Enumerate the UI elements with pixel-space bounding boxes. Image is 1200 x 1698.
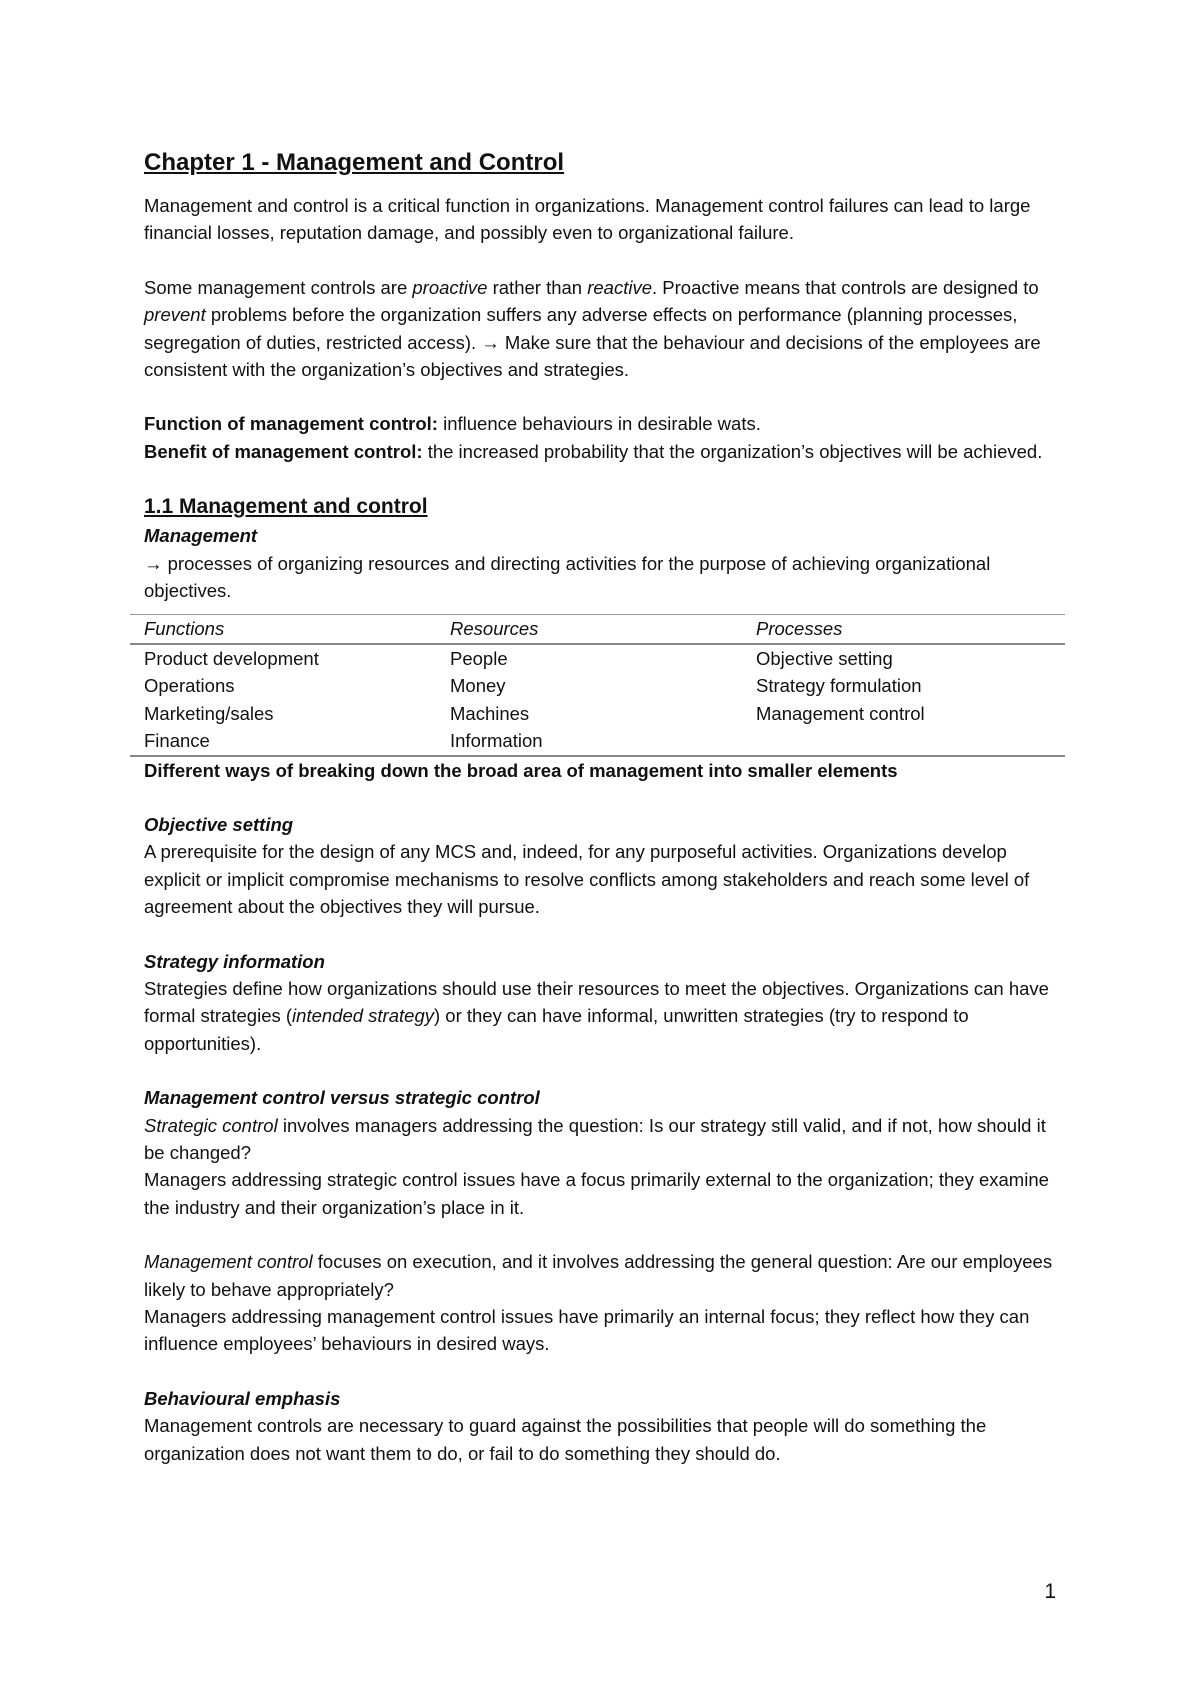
subheading-behavioural-emphasis: Behavioural emphasis: [144, 1387, 341, 1409]
subheading-objective-setting: Objective setting: [144, 813, 294, 835]
table-cell: Product development: [144, 647, 319, 669]
section-heading-1-1: 1.1 Management and control: [144, 495, 428, 519]
function-label: Function of management control:: [144, 413, 438, 435]
management-control-text: [144, 1248, 1056, 1303]
intro-paragraph: Management and control is a critical function in organizations. Management control failures can lead to large financial losses, reputation damage, and possibly even to organizational failure.: [144, 195, 1031, 244]
table-cell: Strategy formulation: [756, 675, 922, 697]
strategic-control-focus-text: Managers addressing strategic control issues have a focus primarily external to the organization; they examine the industry and their organization’s place in it.: [144, 1169, 1049, 1218]
table-caption: Different ways of breaking down the broad area of management into smaller elements: [144, 759, 898, 781]
function-text: influence behaviours in desirable wats.: [437, 413, 761, 435]
text-run: Strategies define how organizations should use their resources to meet the objectives. Organizations can have formal strategies (: [144, 977, 1049, 1027]
function-paragraph: [144, 410, 1056, 437]
italic-management-control: Management control: [144, 1251, 313, 1273]
table-cell: Machines: [450, 702, 530, 724]
page-number: 1: [1044, 1580, 1056, 1603]
text-run: rather than: [487, 276, 588, 298]
table-header-cell: Functions: [130, 615, 436, 644]
italic-strategic-control: Strategic control: [144, 1114, 278, 1136]
benefit-label: Benefit of management control:: [144, 440, 423, 462]
strategic-control-text: [144, 1112, 1056, 1167]
behavioural-emphasis-text: Management controls are necessary to guard against the possibilities that people will do something the organization does not want them to do, or fail to do something they should do.: [144, 1415, 987, 1464]
italic-intended-strategy: intended strategy: [292, 1005, 434, 1027]
table-cell: People: [450, 647, 508, 669]
management-breakdown-table: [130, 614, 1065, 756]
text-run: Some management controls are: [144, 276, 413, 298]
italic-prevent: prevent: [144, 304, 206, 326]
text-run: involves managers addressing the question: Is our strategy still valid, and if not, how should it be changed?: [144, 1114, 1046, 1163]
table-header-row: [130, 615, 1065, 644]
text-run: ) or they can have informal, unwritten strategies (try to respond to opportunities).: [144, 1005, 969, 1054]
management-control-focus-text: Managers addressing management control issues have primarily an internal focus; they reflect how they can influence employees’ behaviours in desired ways.: [144, 1306, 1030, 1355]
table-cell: Money: [450, 675, 506, 697]
text-run: problems before the organization suffers any adverse effects on performance (planning processes, segregation of duties, restricted access). → Make sure that the behaviour and decisions of the employees are consistent with the organization’s objectives and strategies.: [144, 304, 1041, 381]
text-run: focuses on execution, and it involves addressing the general question: Are our employees likely to behave appropriately?: [144, 1251, 1053, 1300]
text-run: . Proactive means that controls are designed to: [652, 276, 1039, 298]
table-row: [130, 727, 1065, 755]
italic-reactive: reactive: [587, 276, 653, 298]
benefit-paragraph: [144, 438, 1056, 465]
management-definition: → processes of organizing resources and directing activities for the purpose of achieving organizational objectives.: [144, 552, 991, 602]
table-header-cell: Processes: [742, 615, 1065, 644]
table-header-cell: Resources: [436, 615, 742, 644]
table-row: [130, 700, 1065, 727]
table-cell: [742, 727, 1065, 755]
table-cell: Objective setting: [756, 647, 893, 669]
table-cell: Management control: [756, 702, 925, 724]
table-row: [130, 672, 1065, 699]
italic-proactive: proactive: [412, 276, 488, 298]
table-row: [130, 644, 1065, 672]
table-cell: Information: [436, 727, 742, 755]
objective-setting-text: A prerequisite for the design of any MCS and, indeed, for any purposeful activities. Organizations develop explicit or implicit compromise mechanisms to resolve conflicts among stakeholders and reach some level of agreement about the objectives they will pursue.: [144, 841, 1030, 918]
subheading-management: Management: [144, 525, 258, 547]
subheading-strategy-information: Strategy information: [144, 950, 325, 972]
strategy-information-text: [144, 975, 1056, 1057]
table-cell: Operations: [144, 675, 235, 697]
chapter-title: Chapter 1 - Management and Control: [144, 149, 565, 176]
proactive-paragraph: [144, 274, 1056, 384]
table-cell: Marketing/sales: [144, 702, 274, 724]
benefit-text: the increased probability that the organization’s objectives will be achieved.: [422, 440, 1043, 462]
document-page: [144, 146, 1056, 1494]
table-cell: Finance: [130, 727, 436, 755]
subheading-mc-vs-sc: Management control versus strategic control: [144, 1087, 540, 1109]
